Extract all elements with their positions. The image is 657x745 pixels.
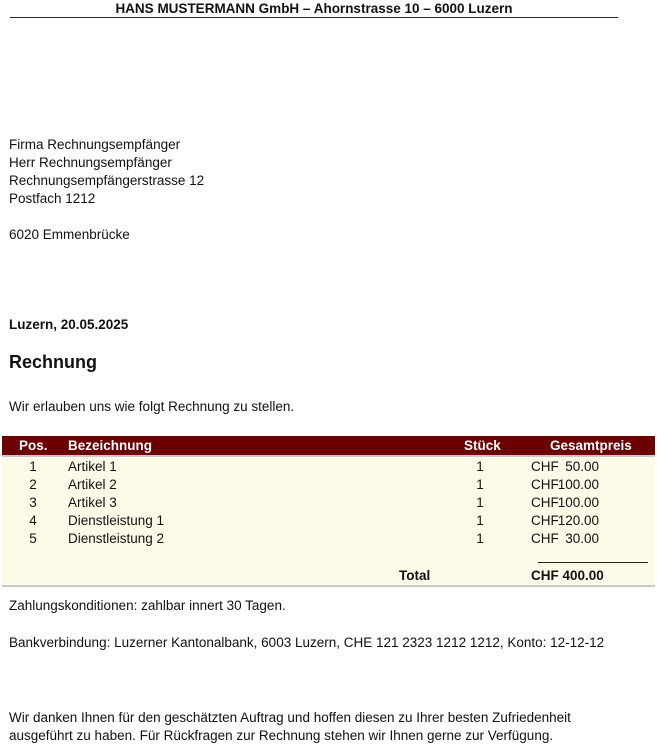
sum-divider: [538, 562, 648, 563]
row-quantity: 1: [476, 513, 484, 528]
page-title: Rechnung: [9, 352, 97, 372]
letterhead: HANS MUSTERMANN GmbH – Ahornstrasse 10 – 6000 Luzern: [10, 0, 618, 18]
row-quantity: 1: [476, 477, 484, 492]
header-total: Gesamtpreis: [550, 438, 632, 453]
row-amount: 30.00: [565, 531, 599, 546]
row-amount: 100.00: [557, 477, 599, 492]
row-description: Dienstleistung 2: [68, 531, 165, 546]
recipient-street: Rechnungsempfängerstrasse 12: [9, 173, 205, 188]
header-quantity: Stück: [464, 438, 501, 453]
row-currency: CHF: [531, 531, 559, 546]
recipient-address: [9, 136, 204, 244]
row-currency: CHF: [531, 513, 559, 528]
row-amount: 100.00: [557, 495, 599, 510]
header-pos: Pos.: [19, 438, 48, 453]
recipient-person: Herr Rechnungsempfänger: [9, 155, 172, 170]
bank-details: Bankverbindung: Luzerner Kantonalbank, 6003 Luzern, CHE 121 2323 1212 1212, Konto: 12-12-12: [9, 635, 605, 650]
row-pos: 5: [29, 531, 37, 546]
row-amount: 50.00: [565, 459, 599, 474]
row-description: Dienstleistung 1: [68, 513, 165, 528]
total-value: CHF 400.00: [531, 568, 604, 583]
table-body: [2, 457, 655, 587]
table-row: [2, 459, 655, 477]
total-label: Total: [399, 568, 431, 583]
row-quantity: 1: [476, 495, 484, 510]
row-pos: 3: [29, 495, 37, 510]
table-row: [2, 495, 655, 513]
table-row: [2, 513, 655, 531]
row-pos: 2: [29, 477, 37, 492]
row-currency: CHF: [531, 459, 559, 474]
closing-line-2: ausgeführt zu haben. Für Rückfragen zur Rechnung stehen wir Ihnen gerne zur Verfügung.: [9, 728, 554, 743]
header-description: Bezeichnung: [68, 438, 153, 453]
row-quantity: 1: [476, 459, 484, 474]
table-header: [2, 436, 655, 457]
closing-line-1: Wir danken Ihnen für den geschätzten Auftrag und hoffen diesen zu Ihrer besten Zufriedenheit: [9, 710, 571, 725]
row-pos: 1: [29, 459, 37, 474]
recipient-city: 6020 Emmenbrücke: [9, 227, 130, 242]
payment-terms: Zahlungskonditionen: zahlbar innert 30 Tagen.: [9, 598, 286, 613]
recipient-pobox: Postfach 1212: [9, 191, 96, 206]
invoice-date: Luzern, 20.05.2025: [9, 317, 129, 332]
recipient-company: Firma Rechnungsempfänger: [9, 137, 181, 152]
row-currency: CHF: [531, 477, 559, 492]
row-amount: 120.00: [557, 513, 599, 528]
invoice-table: [2, 436, 655, 587]
table-row: [2, 477, 655, 495]
intro-text: Wir erlauben uns wie folgt Rechnung zu stellen.: [9, 399, 295, 414]
row-currency: CHF: [531, 495, 559, 510]
row-quantity: 1: [476, 531, 484, 546]
row-description: Artikel 1: [68, 459, 117, 474]
row-description: Artikel 2: [68, 477, 117, 492]
row-description: Artikel 3: [68, 495, 117, 510]
row-pos: 4: [29, 513, 37, 528]
table-row: [2, 531, 655, 549]
